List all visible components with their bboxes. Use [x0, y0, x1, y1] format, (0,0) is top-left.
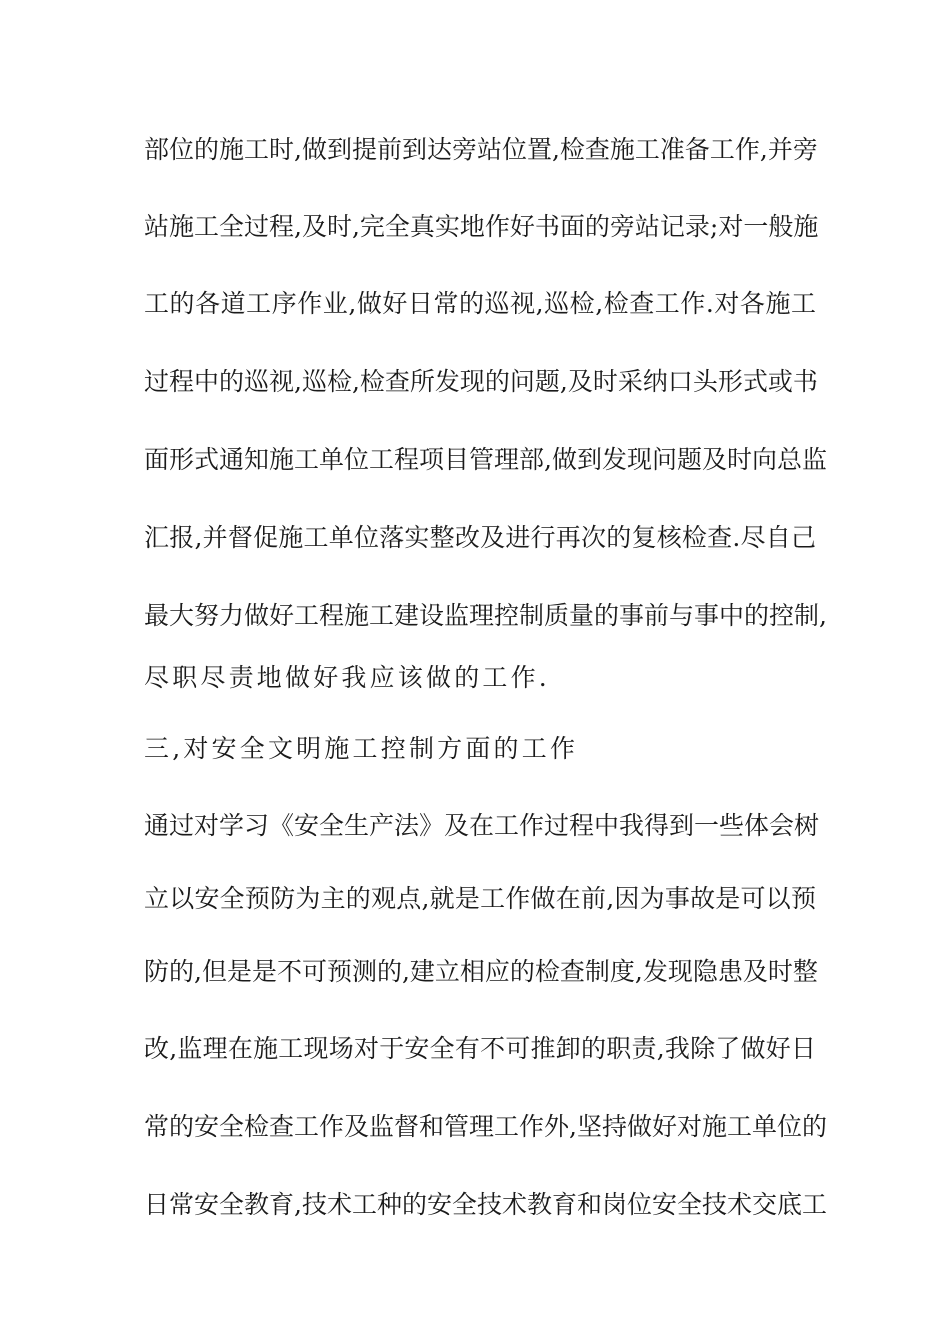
paragraph-line: 部位的施工时,做到提前到达旁站位置,检查施工准备工作,并旁 — [144, 135, 818, 164]
paragraph-line: 改,监理在施工现场对于安全有不可推卸的职责,我除了做好日 — [144, 1034, 816, 1063]
paragraph-line: 汇报,并督促施工单位落实整改及进行再次的复核检查.尽自己 — [144, 523, 816, 552]
paragraph-line: 常的安全检查工作及监督和管理工作外,坚持做好对施工单位的 — [144, 1112, 827, 1141]
paragraph-line: 通过对学习《安全生产法》及在工作过程中我得到一些体会树 — [144, 811, 820, 840]
paragraph-line: 尽职尽责地做好我应该做的工作. — [144, 663, 550, 692]
section-heading: 三,对安全文明施工控制方面的工作 — [144, 734, 579, 763]
paragraph-line: 防的,但是是不可预测的,建立相应的检查制度,发现隐患及时整 — [144, 957, 818, 986]
paragraph-line: 面形式通知施工单位工程项目管理部,做到发现问题及时向总监 — [144, 445, 827, 474]
paragraph-line: 站施工全过程,及时,完全真实地作好书面的旁站记录;对一般施 — [144, 212, 819, 241]
paragraph-line: 立以安全预防为主的观点,就是工作做在前,因为事故是可以预 — [144, 884, 816, 913]
paragraph-line: 过程中的巡视,巡检,检查所发现的问题,及时采纳口头形式或书 — [144, 367, 818, 396]
paragraph-line: 工的各道工序作业,做好日常的巡视,巡检,检查工作.对各施工 — [144, 289, 816, 318]
paragraph-line: 最大努力做好工程施工建设监理控制质量的事前与事中的控制, — [144, 601, 827, 630]
paragraph-line: 日常安全教育,技术工种的安全技术教育和岗位安全技术交底工 — [144, 1190, 827, 1219]
